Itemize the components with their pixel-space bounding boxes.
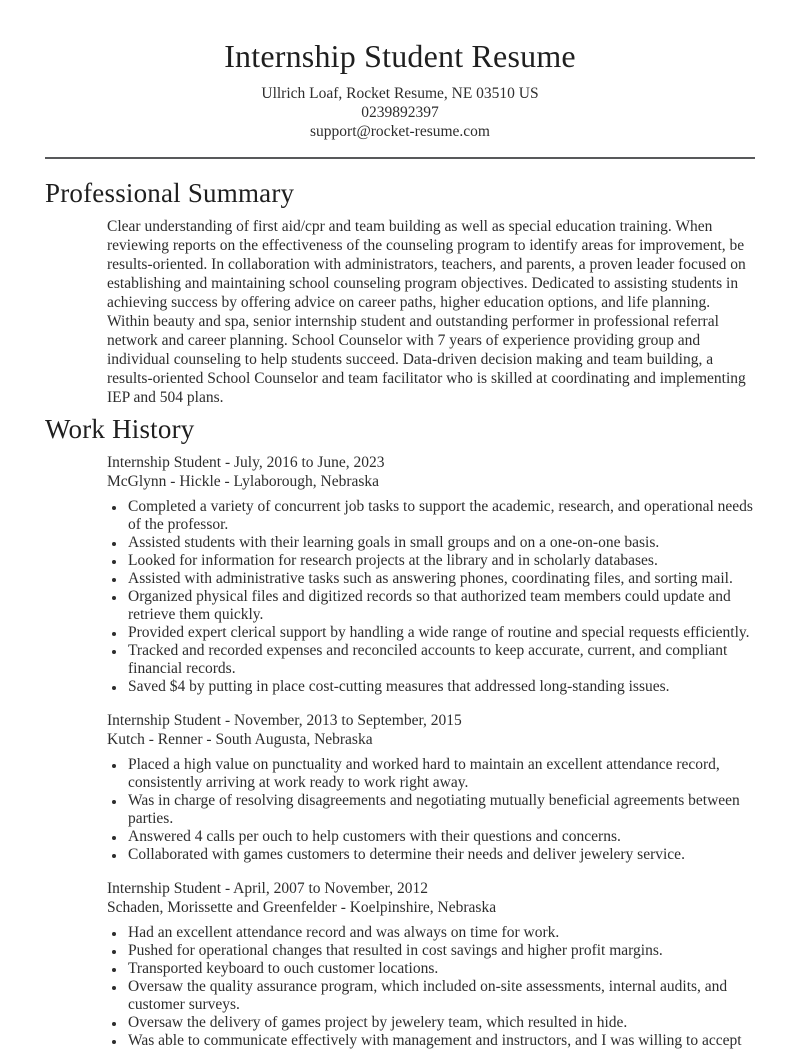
job-bullet: • Oversaw the delivery of games project by jewelery team, which resulted in hide. <box>126 1014 755 1032</box>
contact-block <box>45 84 755 141</box>
job-bullet: • Tracked and recorded expenses and reconciled accounts to keep accurate, current, and compliant financial records. <box>126 642 755 678</box>
contact-phone: 0239892397 <box>361 104 439 121</box>
job-company-line: Schaden, Morissette and Greenfelder - Koelpinshire, Nebraska <box>107 899 497 916</box>
job-bullet: • Completed a variety of concurrent job tasks to support the academic, research, and operational needs of the professor. <box>126 498 755 534</box>
section-professional-summary <box>45 177 755 407</box>
job-bullet: • Looked for information for research projects at the library and in scholarly databases. <box>126 552 755 570</box>
job-bullet-list <box>107 498 755 696</box>
job-title-line: Internship Student - November, 2013 to September, 2015 <box>107 712 462 729</box>
work-history-jobs <box>45 453 755 1050</box>
page-title: Internship Student Resume <box>224 38 576 74</box>
job-bullet: • Assisted with administrative tasks such as answering phones, coordinating files, and sorting mail. <box>126 570 755 588</box>
job-bullet: • Provided expert clerical support by handling a wide range of routine and special requests efficiently. <box>126 624 755 642</box>
job-bullet: • Oversaw the quality assurance program, which included on-site assessments, internal audits, and customer surveys. <box>126 978 755 1014</box>
job-bullet: • Transported keyboard to ouch customer locations. <box>126 960 755 978</box>
header-divider <box>45 157 755 159</box>
contact-address-line: Ullrich Loaf, Rocket Resume, NE 03510 US <box>261 85 539 102</box>
job-bullet-list <box>107 924 755 1050</box>
job-entry <box>107 453 755 696</box>
job-company-line: McGlynn - Hickle - Lylaborough, Nebraska <box>107 473 380 490</box>
professional-summary-text: Clear understanding of first aid/cpr and team building as well as special education training. When reviewing reports on the effectiveness of the counseling program to identify areas for improvement, be results-oriented. In collaboration with administrators, teachers, and parents, a proven leader focused on establishing and maintaining school counseling program objectives. Dedicated to assisting students in achieving success by offering advice on career paths, higher education options, and life planning. Within beauty and spa, senior internship student and outstanding performer in professional referral network and career planning. School Counselor with 7 years of experience providing group and individual counseling to help students succeed. Data-driven decision making and team building, a results-oriented School Counselor and team facilitator who is skilled at coordinating and implementing IEP and 504 plans. <box>107 218 746 406</box>
job-bullet: • Assisted students with their learning goals in small groups and on a one-on-one basis. <box>126 534 755 552</box>
job-bullet: • Was in charge of resolving disagreements and negotiating mutually beneficial agreements between parties. <box>126 792 755 828</box>
job-bullet: • Saved $4 by putting in place cost-cutting measures that addressed long-standing issues. <box>126 678 755 696</box>
job-bullet: • Placed a high value on punctuality and worked hard to maintain an excellent attendance record, consistently arriving at work ready to work right away. <box>126 756 755 792</box>
job-bullet: • Had an excellent attendance record and was always on time for work. <box>126 924 755 942</box>
work-history-heading: Work History <box>45 414 195 444</box>
contact-email: support@rocket-resume.com <box>310 123 490 140</box>
job-bullet: • Pushed for operational changes that resulted in cost savings and higher profit margins. <box>126 942 755 960</box>
job-bullet-list <box>107 756 755 864</box>
resume-header <box>45 36 755 159</box>
job-company-line: Kutch - Renner - South Augusta, Nebraska <box>107 731 373 748</box>
job-bullet: • Organized physical files and digitized records so that authorized team members could update and retrieve them quickly. <box>126 588 755 624</box>
job-entry <box>107 711 755 864</box>
job-bullet: • Was able to communicate effectively with management and instructors, and I was willing to accept <box>126 1032 755 1050</box>
professional-summary-heading: Professional Summary <box>45 178 295 208</box>
job-entry <box>107 879 755 1050</box>
job-title-line: Internship Student - April, 2007 to November, 2012 <box>107 880 428 897</box>
job-bullet: • Collaborated with games customers to determine their needs and deliver jewelery service. <box>126 846 755 864</box>
job-bullet: • Answered 4 calls per ouch to help customers with their questions and concerns. <box>126 828 755 846</box>
job-title-line: Internship Student - July, 2016 to June, 2023 <box>107 454 385 471</box>
section-work-history <box>45 413 755 1050</box>
